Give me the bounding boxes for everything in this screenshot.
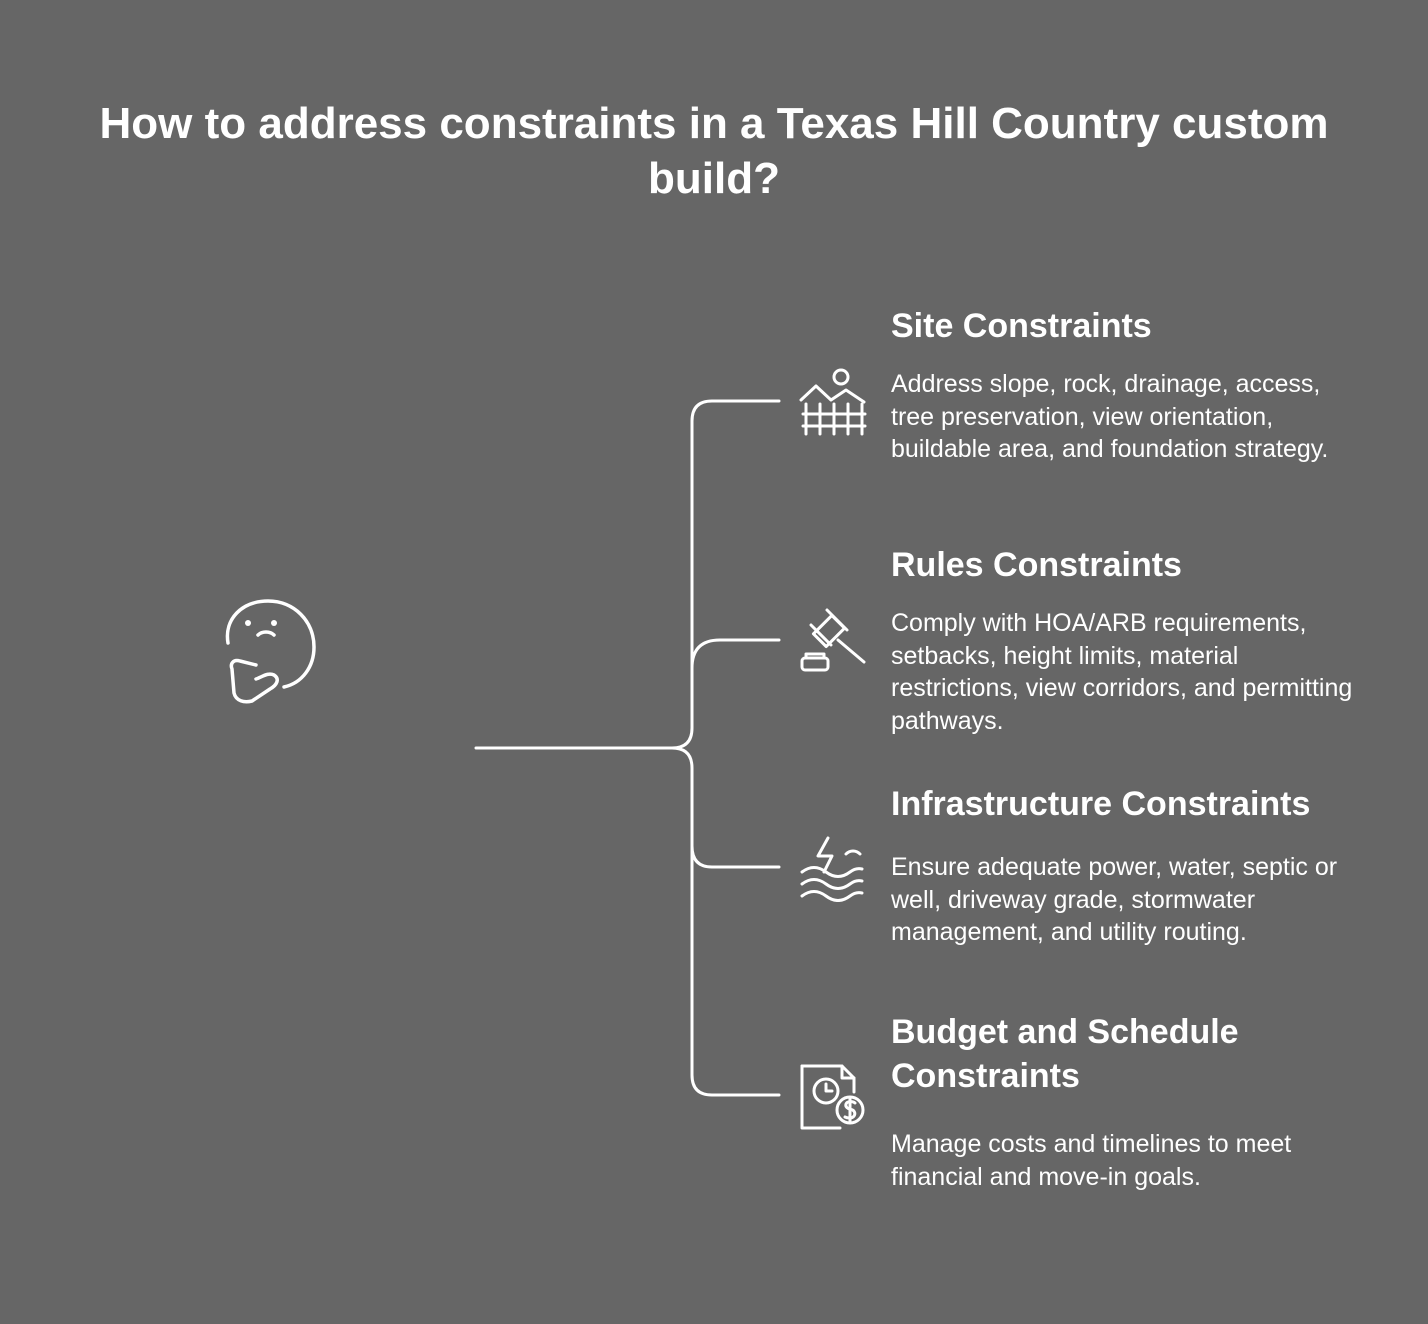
connector-rules bbox=[692, 640, 779, 668]
connector-budget bbox=[692, 846, 779, 1095]
power-water-icon bbox=[798, 834, 868, 902]
branch-title-budget: Budget and Schedule Constraints bbox=[891, 1013, 1239, 1095]
root-connector bbox=[476, 401, 779, 748]
connector-infrastructure bbox=[672, 748, 779, 867]
budget-schedule-icon bbox=[798, 1062, 868, 1132]
thinking-face-icon bbox=[222, 597, 318, 705]
gavel-icon bbox=[798, 606, 868, 674]
diagram-title: How to address constraints in a Texas Hill Country custom build? bbox=[99, 99, 1329, 203]
branch-desc-rules: Comply with HOA/ARB requirements, setbacks, height limits, material restrictions, view corridors, and permitting pathways. bbox=[891, 609, 1353, 735]
branch-title-site: Site Constraints bbox=[891, 307, 1152, 345]
branch-title-rules: Rules Constraints bbox=[891, 546, 1182, 584]
branch-desc-budget: Manage costs and timelines to meet financial and move-in goals. bbox=[891, 1130, 1292, 1191]
branch-desc-infrastructure: Ensure adequate power, water, septic or well, driveway grade, stormwater management, and utility routing. bbox=[891, 853, 1338, 946]
branch-title-infrastructure: Infrastructure Constraints bbox=[891, 785, 1311, 823]
landscape-fence-icon bbox=[798, 366, 868, 436]
branch-desc-site: Address slope, rock, drainage, access, tree preservation, view orientation, buildable area, and foundation strategy. bbox=[891, 370, 1329, 463]
